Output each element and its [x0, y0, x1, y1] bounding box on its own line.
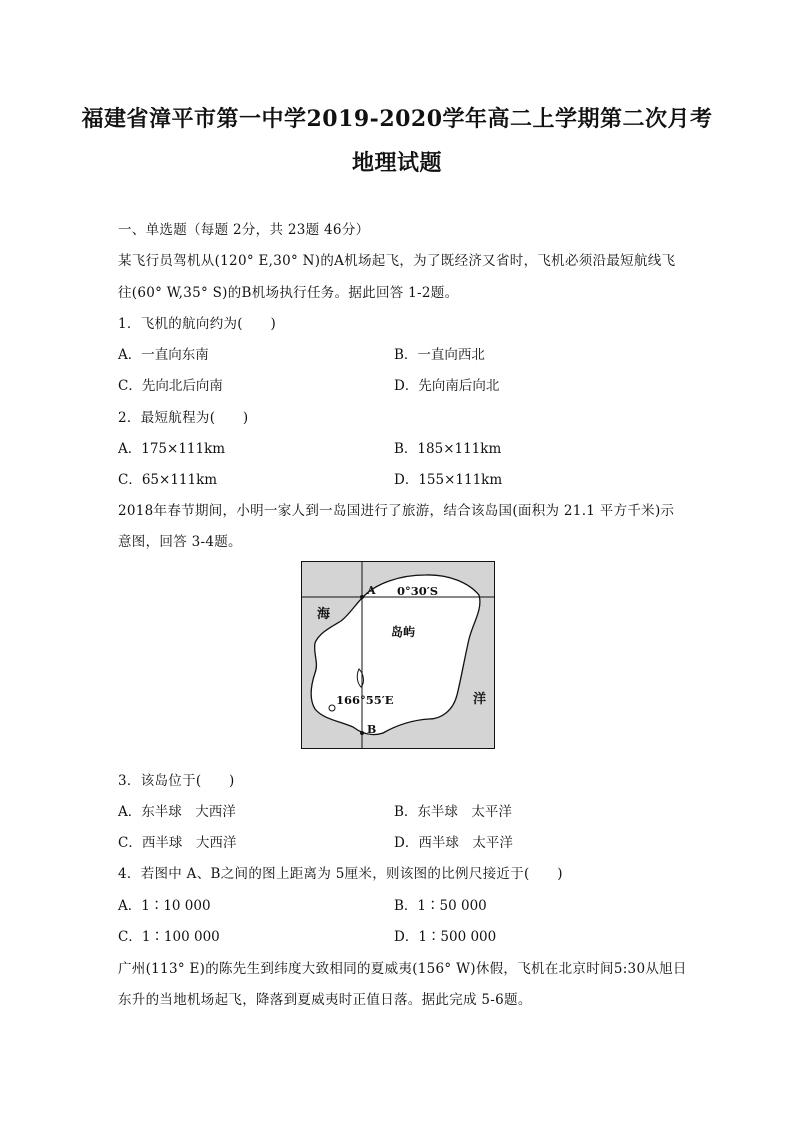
section-heading: 一、单选题（每题 2分，共 23题 46分） [118, 222, 370, 238]
page-subtitle: 地理试题 [351, 150, 442, 176]
question-2-option-c: C．65×111km [118, 472, 218, 488]
question-2-option-b: B．185×111km [394, 441, 502, 457]
question-3-option-a: A．东半球 大西洋 [118, 804, 236, 820]
question-1-option-d: D．先向南后向北 [394, 378, 500, 394]
question-2-stem: 2．最短航程为( ) [118, 410, 249, 426]
island-label: 岛屿 [391, 625, 416, 639]
label-b: B [367, 723, 377, 736]
passage-3-line-1: 广州(113° E)的陈先生到纬度大致相同的夏威夷(156° W)休假，飞机在北京时间5:30从旭日 [118, 961, 687, 977]
question-1-option-a: A．一直向东南 [118, 347, 209, 363]
passage-1-line-1: 某飞行员驾机从(120° E,30° N)的A机场起飞，为了既经济又省时，飞机必须沿最短航线飞 [118, 253, 676, 269]
question-1-option-c: C．先向北后向南 [118, 378, 223, 394]
question-2-option-d: D．155×111km [394, 472, 503, 488]
airport-marker [329, 705, 335, 711]
question-4-option-a: A．1∶10 000 [118, 898, 211, 914]
label-a: A [367, 584, 376, 597]
question-3-stem: 3．该岛位于( ) [118, 773, 235, 789]
question-3-option-b: B．东半球 太平洋 [394, 804, 512, 820]
question-1-option-b: B．一直向西北 [394, 347, 485, 363]
passage-2-line-1: 2018年春节期间，小明一家人到一岛国进行了旅游，结合该岛国(面积为 21.1 平方千米)示 [118, 503, 675, 519]
question-4-option-b: B．1∶50 000 [394, 898, 487, 914]
question-1-stem: 1．飞机的航向约为( ) [118, 316, 277, 332]
passage-2-line-2: 意图，回答 3-4题。 [118, 534, 242, 550]
island-map [301, 561, 495, 749]
question-4-option-c: C．1∶100 000 [118, 929, 220, 945]
latitude-label: 0°30′S [397, 584, 439, 598]
passage-3-line-2: 东升的当地机场起飞，降落到夏威夷时正值日落。据此完成 5-6题。 [118, 992, 532, 1008]
question-4-stem: 4．若图中 A、B之间的图上距离为 5厘米，则该图的比例尺接近于( ) [118, 866, 563, 882]
ocean-label: 洋 [473, 692, 487, 707]
question-3-option-c: C．西半球 大西洋 [118, 835, 237, 851]
page-title: 福建省漳平市第一中学2019-2020学年高二上学期第二次月考 [81, 106, 713, 132]
question-3-option-d: D．西半球 太平洋 [394, 835, 513, 851]
passage-1-line-2: 往(60° W,35° S)的B机场执行任务。据此回答 1-2题。 [118, 285, 459, 301]
point-b-marker [360, 731, 364, 735]
point-a-marker [360, 595, 364, 599]
longitude-label: 166°55′E [336, 693, 394, 707]
sea-label: 海 [317, 607, 331, 622]
question-4-option-d: D．1∶500 000 [394, 929, 497, 945]
question-2-option-a: A．175×111km [118, 441, 226, 457]
